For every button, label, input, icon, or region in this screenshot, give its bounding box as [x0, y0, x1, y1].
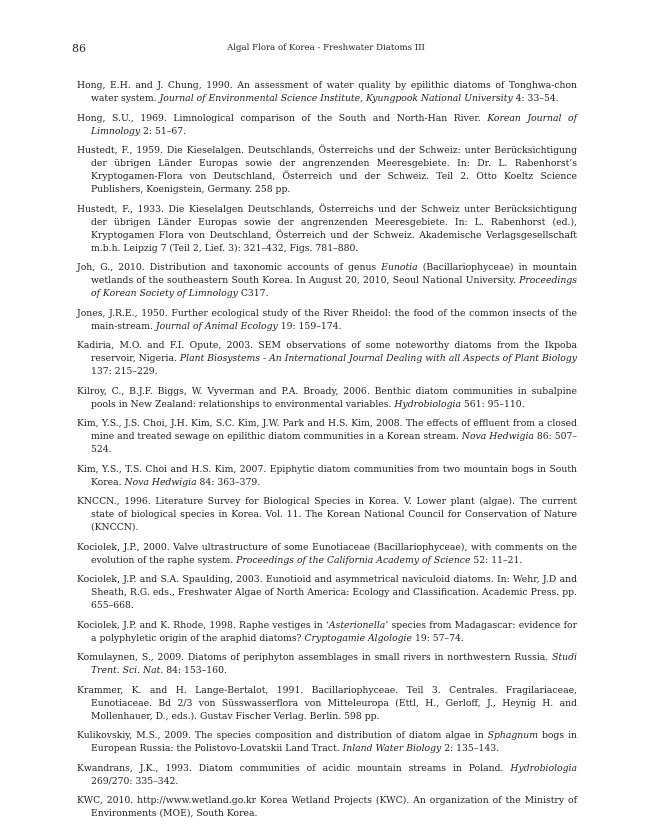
reference-text: . 84: 153–160.	[160, 665, 227, 676]
reference-text: 137: 215–229.	[91, 366, 158, 377]
reference-text: Kadiria, M.O. and F.I. Opute, 2003. SEM observations of some noteworthy diatoms from the Ikpoba reservoir, Nigeria.	[77, 340, 577, 364]
reference-entry	[77, 573, 577, 612]
reference-text: Komulaynen, S., 2009. Diatoms of periphyton assemblages in small rivers in northwestern Russia.	[77, 652, 553, 663]
reference-text: 561: 95–110.	[460, 398, 525, 410]
reference-text: (Bacillariophyceae) in mountain wetlands of the southeastern South Korea. In August 20, 2010, Seoul National University.	[91, 262, 577, 286]
reference-italic-text: Journal of Environmental Science Institute, Kyungpook National University	[159, 93, 513, 104]
reference-text: Hustedt, F., 1933. Die Kieselalgen Deutschlands, Österreichs und der Schweiz unter Berücksichtigung der übrigen Länder Europas sowie der angrenzenden Meeresgebiete. In: L. Rabenhorst (ed.), Kryptogamen Flora von Deutschland, Österreich und der Schweiz. Akademische Verlagsgesellschaft m.b.h. Leipzig 7 (Teil 2, Lief. 3): 321–432, Figs. 781–880.	[77, 203, 577, 254]
reference-text: Kulikovskiy, M.S., 2009. The species composition and distribution of diatom algae in	[77, 730, 488, 741]
reference-italic-text: Hydrobiologia	[510, 762, 577, 774]
reference-text: bogs in European Russia: the Polistovo-Lovatskii Land Tract.	[91, 730, 577, 754]
reference-text: Kwandrans, J.K., 1993. Diatom communities of acidic mountain streams in Poland.	[77, 762, 511, 774]
page-number: 86	[72, 42, 86, 55]
reference-entry	[77, 619, 577, 645]
reference-italic-text: Cryptogamie Algologie	[304, 632, 412, 644]
reference-text: 84: 363–379.	[196, 476, 261, 488]
reference-text: 19: 159–174.	[277, 320, 342, 332]
reference-entry	[77, 385, 577, 411]
reference-entry	[77, 541, 577, 567]
reference-text: ’ species from Madagascar: evidence for a polyphyletic origin of the araphid diatoms?	[91, 619, 577, 644]
reference-entry	[77, 261, 577, 300]
reference-entry	[77, 684, 577, 723]
reference-entry	[77, 79, 577, 105]
reference-italic-text: Plant Biosystems - An International Journal Dealing with all Aspects of Plant Biology	[179, 353, 577, 364]
reference-text: Joh, G., 2010. Distribution and taxonomic accounts of genus	[77, 262, 382, 273]
reference-entry	[77, 339, 577, 378]
reference-text: Kociolek, J.P. and S.A. Spaulding, 2003. Eunotioid and asymmetrical naviculoid diatoms. In: Wehr, J.D and Sheath, R.G. eds., Freshwater Algae of North America: Ecology and Classification. Academic Press. pp. 655–668.	[77, 574, 577, 611]
reference-entry	[77, 762, 577, 788]
reference-entry	[77, 307, 577, 333]
reference-text: Jones, J.R.E., 1950. Further ecological study of the River Rheidol: the food of the common insects of the main-stream.	[77, 307, 577, 332]
reference-text: Kociolek, J.P., 2000. Valve ultrastructure of some Eunotiaceae (Bacillariophyceae), with comments on the evolution of the raphe system.	[77, 541, 577, 566]
reference-text: C317.	[237, 288, 269, 299]
reference-italic-text: Korean Journal of Limnology	[91, 112, 578, 137]
reference-italic-text: Nova Hedwigia	[461, 431, 534, 442]
reference-text: Hong, E.H. and J. Chung, 1990. An assessment of water quality by epilithic diatoms of Tonghwa-chon water system.	[77, 80, 577, 104]
reference-italic-text: Sphagnum	[487, 730, 538, 741]
reference-entry	[77, 729, 577, 755]
reference-text: 2: 51–67.	[140, 125, 187, 137]
reference-text: Kim, Y.S., J.S. Choi, J.H. Kim, S.C. Kim, J.W. Park and H.S. Kim, 2008. The effects of effluent from a closed mine and treated sewage on epilithic diatom communities in a Korean stream.	[77, 418, 577, 442]
reference-text: 2: 135–143.	[441, 743, 500, 754]
reference-entry	[77, 203, 577, 255]
reference-entry	[77, 495, 577, 534]
reference-text: Kociolek, J.P. and K. Rhode, 1998. Raphe vestiges in ‘	[77, 619, 329, 631]
reference-italic-text: Proceedings of Korean Society of Limnology	[91, 275, 577, 299]
reference-text: Hong, S.U., 1969. Limnological comparison of the South and North-Han River.	[77, 112, 488, 124]
reference-italic-text: Nova Hedwigia	[124, 476, 197, 488]
reference-text: 269/270: 335–342.	[91, 775, 179, 787]
reference-text: Hustedt, F., 1959. Die Kieselalgen. Deutschlands, Österreichs und der Schweiz: unter Berücksichtigung der übrigen Länder Europas sowie der angrenzenden Meeresgebiete. In: Dr. L. Rabenhorst’s Kryptogamen-Flora von Deutschland, Österreich und der Schweiz. Teil 2. Otto Koeltz Science Publishers, Koenigstein, Germany. 258 pp.	[77, 145, 577, 195]
reference-text: Kim, Y.S., T.S. Choi and H.S. Kim, 2007. Epiphytic diatom communities from two mountain bogs in South Korea.	[77, 463, 577, 488]
reference-text: Krammer, K. and H. Lange-Bertalot, 1991. Bacillariophyceae. Teil 3. Centrales. Fragilariaceae, Eunotiaceae. Bd 2/3 von Süsswasserflora von Mitteleuropa (Ettl, H., Gerloff, J., Heynig H. and Mollenhauer, D., eds.). Gustav Fischer Verlag. Berlin. 598 pp.	[77, 684, 577, 722]
reference-text: 19: 57–74.	[412, 632, 464, 644]
reference-text: 4: 33–54.	[512, 93, 559, 104]
running-title: Algal Flora of Korea - Freshwater Diatoms III	[227, 43, 425, 53]
reference-text: KWC, 2010. http://www.wetland.go.kr Korea Wetland Projects (KWC). An organization of the Ministry of Environments (MOE), South Korea.	[77, 795, 577, 819]
reference-entry	[77, 794, 577, 820]
page-header	[72, 42, 580, 58]
reference-entry	[77, 651, 577, 677]
reference-entry	[77, 463, 577, 489]
reference-italic-text: Inland Water Biology	[342, 743, 442, 754]
reference-text: Kilroy, C., B.J.F. Biggs, W. Vyverman and P.A. Broady, 2006. Benthic diatom communities in subalpine pools in New Zealand: relationships to environmental variables.	[77, 385, 577, 410]
reference-text: 52: 11–21.	[470, 554, 523, 566]
reference-italic-text: Asterionella	[328, 619, 386, 631]
reference-italic-text: Studi Trent. Sci. Nat	[91, 652, 577, 676]
reference-italic-text: Eunotia	[381, 262, 418, 273]
reference-italic-text: Journal of Animal Ecology	[155, 320, 278, 332]
reference-italic-text: Proceedings of the California Academy of Science	[236, 554, 471, 566]
reference-entry	[77, 144, 577, 196]
reference-text: 86: 507–524.	[91, 431, 578, 455]
reference-entry	[77, 417, 577, 456]
reference-entry	[77, 112, 577, 138]
reference-text: KNCCN., 1996. Literature Survey for Biological Species in Korea. V. Lower plant (algae). The current state of biological species in Korea. Vol. 11. The Korean National Council for Conservation of Nature (KNCCN).	[77, 496, 577, 533]
reference-list	[77, 79, 577, 827]
reference-italic-text: Hydrobiologia	[394, 398, 461, 410]
